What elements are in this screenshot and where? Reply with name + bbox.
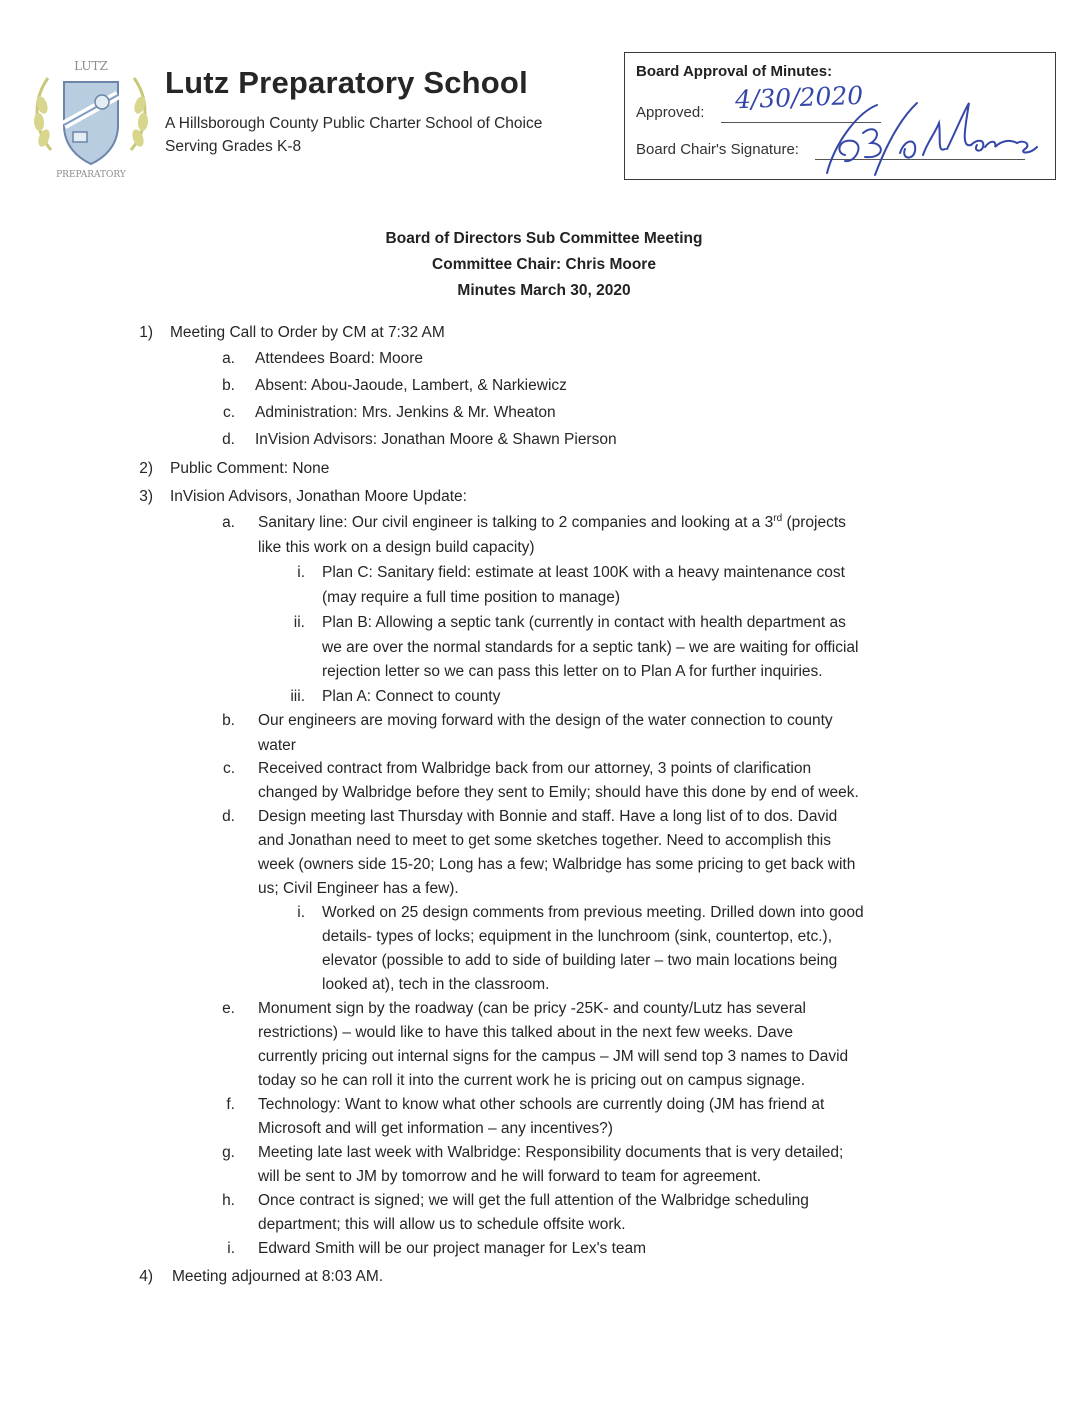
invision-advisors: InVision Advisors: Jonathan Moore & Shawn Pierson [255,431,617,448]
subtitle-line: A Hillsborough County Public Charter School of Choice [165,115,543,132]
signature-label: Board Chair's Signature: [636,141,799,158]
design-meeting: Design meeting last Thursday with Bonnie and staff. Have a long list of to dos. David [258,808,838,825]
board-approval-box [624,52,1056,180]
school-subtitle [165,112,542,158]
subtitle-line: Serving Grades K-8 [165,138,302,155]
technology: Technology: Want to know what other schools are currently doing (JM has friend at [258,1096,825,1113]
item-marker: g. [222,1144,235,1161]
water-connection: Our engineers are moving forward with the design of the water connection to county [258,712,833,729]
absent-members: Absent: Abou-Jaoude, Lambert, & Narkiewicz [255,377,567,394]
monument-sign: Monument sign by the roadway (can be pricy -25K- and county/Lutz has several [258,1000,806,1017]
item-invision-update: InVision Advisors, Jonathan Moore Update: [170,488,467,505]
plan-b-cont: we are over the normal standards for a septic tank) – we are waiting for official [322,639,859,656]
design-meeting-cont: us; Civil Engineer has a few). [258,880,459,897]
school-name: Lutz Preparatory School [165,65,528,100]
logo-bottom-text: PREPARATORY [56,170,126,180]
handwritten-signature [805,83,1045,183]
sanitary-line-cont: like this work on a design build capacity) [258,539,535,556]
school-seal-logo [26,50,156,180]
walbridge-meeting-cont: will be sent to JM by tomorrow and he will forward to team for agreement. [258,1168,762,1185]
item-marker: i. [297,904,305,921]
water-connection-cont: water [258,737,296,754]
plan-c-cont: (may require a full time position to manage) [322,589,621,606]
item-marker: b. [222,377,235,394]
walbridge-contract-cont: changed by Walbridge before they sent to Emily; should have this done by end of week. [258,784,859,801]
item-marker: 3) [139,488,153,505]
contract-signed: Once contract is signed; we will get the full attention of the Walbridge scheduling [258,1192,809,1209]
committee-chair: Committee Chair: Chris Moore [432,256,656,273]
walbridge-contract: Received contract from Walbridge back from our attorney, 3 points of clarification [258,760,812,777]
contract-signed-cont: department; this will allow us to schedule offsite work. [258,1216,626,1233]
item-marker: iii. [290,688,305,705]
design-comments-cont: elevator (possible to add to side of building later – two main locations being [322,952,838,969]
item-marker: h. [222,1192,235,1209]
walbridge-meeting: Meeting late last week with Walbridge: Responsibility documents that is very detailed; [258,1144,844,1161]
plan-b: Plan B: Allowing a septic tank (currently in contact with health department as [322,614,846,631]
design-comments: Worked on 25 design comments from previous meeting. Drilled down into good [322,904,864,921]
item-marker: ii. [293,614,305,631]
plan-c: Plan C: Sanitary field: estimate at least 100K with a heavy maintenance cost [322,564,845,581]
item-marker: i. [297,564,305,581]
monument-sign-cont: today so he can roll it into the current work he is pricing out on campus signage. [258,1072,806,1089]
item-call-to-order: Meeting Call to Order by CM at 7:32 AM [170,324,445,341]
sanitary-line: Sanitary line: Our civil engineer is talking to 2 companies and looking at a 3rd (projects [258,512,846,531]
item-marker: c. [222,404,235,421]
item-marker: a. [222,350,235,367]
design-meeting-cont: and Jonathan need to meet to get some sketches together. Need to accomplish this [258,832,831,849]
item-marker: c. [222,760,235,777]
project-manager: Edward Smith will be our project manager for Lex's team [258,1240,647,1257]
design-meeting-cont: week (owners side 15-20; Long has a few; Walbridge has some pricing to get back with [258,856,856,873]
approved-label: Approved: [636,104,705,121]
item-marker: e. [222,1000,235,1017]
item-marker: 2) [139,460,153,477]
design-comments-cont: looked at), tech in the classroom. [322,976,550,993]
approved-date: 4/30/2020 [734,80,864,115]
item-marker: a. [222,514,235,531]
monument-sign-cont: currently pricing out internal signs for the campus – JM will send top 3 names to David [258,1048,849,1065]
item-adjourned: Meeting adjourned at 8:03 AM. [172,1268,384,1285]
item-marker: 4) [139,1268,153,1285]
monument-sign-cont: restrictions) – would like to have this talked about in the next few weeks. Dave [258,1024,794,1041]
design-comments-cont: details- types of locks; equipment in the lunchroom (sink, countertop, etc.), [322,928,833,945]
plan-a: Plan A: Connect to county [322,688,501,705]
logo-top-text: LUTZ [74,59,108,73]
meeting-title: Board of Directors Sub Committee Meeting [385,230,703,247]
item-marker: d. [222,808,235,825]
item-marker: 1) [139,324,153,341]
minutes-date: Minutes March 30, 2020 [457,282,631,299]
item-public-comment: Public Comment: None [170,460,330,477]
item-marker: i. [227,1240,235,1257]
item-marker: f. [226,1096,235,1113]
item-marker: d. [222,431,235,448]
technology-cont: Microsoft and will get information – any incentives?) [258,1120,613,1137]
plan-b-cont: rejection letter so we can pass this letter on to Plan A for further inquiries. [322,663,823,680]
attendees-board: Attendees Board: Moore [255,350,424,367]
item-marker: b. [222,712,235,729]
approval-title: Board Approval of Minutes: [636,63,833,80]
administration: Administration: Mrs. Jenkins & Mr. Wheaton [255,404,556,421]
